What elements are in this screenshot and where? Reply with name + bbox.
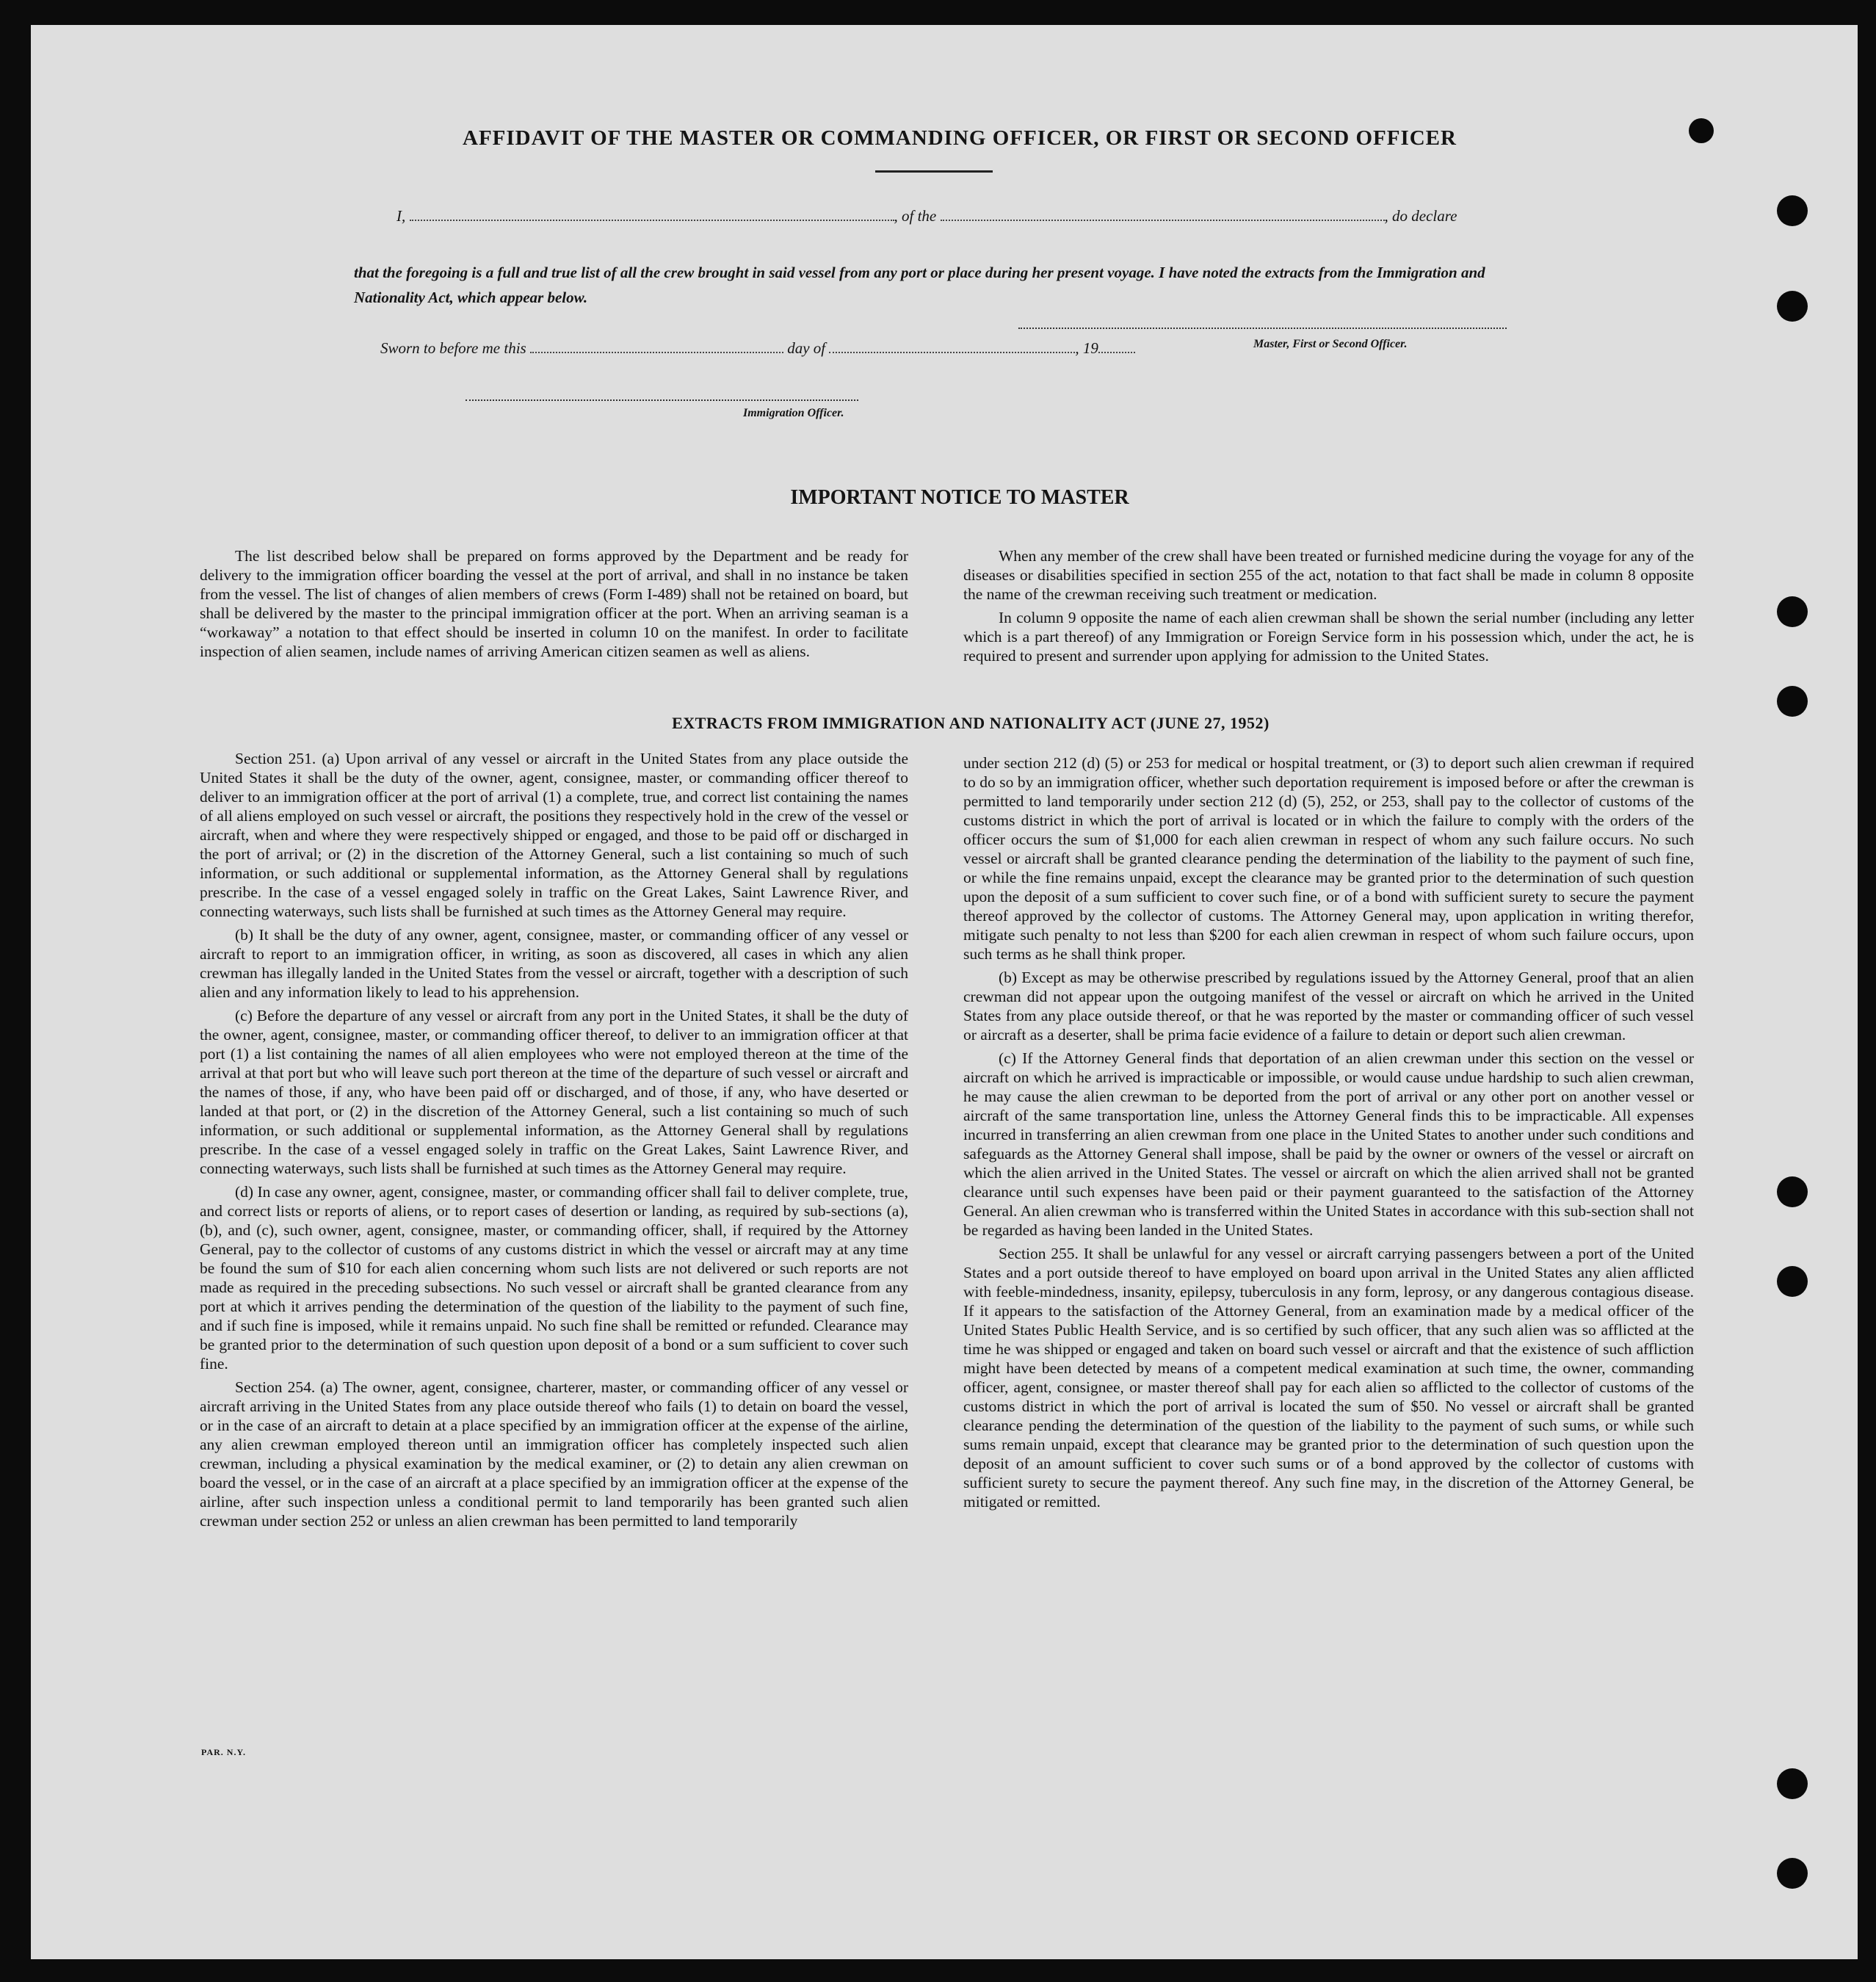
declarant-name-field[interactable] <box>410 209 894 221</box>
extracts-title: EXTRACTS FROM IMMIGRATION AND NATIONALITY ACT (JUNE 27, 1952) <box>672 714 1270 732</box>
section-251-d: (d) In case any owner, agent, consignee, master, or commanding officer shall fail to deliver complete, true, and correct lists or reports of aliens, or to report cases of desertion or landing, as required by sub-sections (a), (b), and (c), such owner, agent, consignee, master, or commanding officer, shall, if required by the Attorney General, pay to the collector of customs of any customs district in which the vessel or aircraft may at any time be found the sum of $10 for each alien concerning whom such lists are not delivered or such reports are not made as required in the preceding subsections. No such vessel or aircraft shall be granted clearance from any port at which it arrives pending the determination of the question of the liability to the payment of such fine, and if such fine is imposed, while it remains unpaid. No such fine shall be remitted or refunded. Clearance may be granted prior to the determination of such question upon deposit of a bond or a sum sufficient to cover such fine. <box>200 1183 908 1372</box>
notice-right-column <box>963 546 1694 670</box>
title-underline <box>875 170 993 173</box>
master-signature-field[interactable] <box>1018 328 1507 329</box>
binder-hole-top <box>1689 118 1714 143</box>
notice-left-column <box>200 546 908 665</box>
binder-hole <box>1777 686 1808 717</box>
printer-mark: PAR. N.Y. <box>201 1747 247 1757</box>
binder-hole <box>1777 596 1808 627</box>
binder-hole <box>1777 195 1808 226</box>
extracts-right-column <box>963 753 1694 1516</box>
binder-hole <box>1777 1768 1808 1799</box>
declarant-of-label: , of the <box>894 207 937 225</box>
section-254-a: Section 254. (a) The owner, agent, consignee, charterer, master, or commanding officer of any vessel or aircraft arriving in the United States from any place outside thereof who fails (1) to detain on board the vessel, or in the case of an aircraft to detain at a place specified by an immigration officer at the expense of the airline, any alien crewman employed thereon until an immigration officer has completely inspected such alien crewman, including a physical examination by the medical examiner, or (2) to detain any alien crewman on board the vessel, or in the case of an aircraft at a place specified by an immigration officer at the expense of the airline, after such inspection unless a conditional permit to land temporarily has been granted such alien crewman under section 252 or unless an alien crewman has been permitted to land temporarily <box>200 1378 908 1530</box>
sworn-prefix: Sworn to before me this <box>380 339 526 357</box>
extracts-left-column <box>200 749 908 1535</box>
sworn-year-label: , 19 <box>1075 339 1098 357</box>
sworn-line <box>380 339 1135 358</box>
section-255: Section 255. It shall be unlawful for any vessel or aircraft carrying passengers between a port of the United States and a port outside thereof to have employed on board upon arrival in the United States any alien afflicted with feeble-mindedness, insanity, epilepsy, tuberculosis in any form, leprosy, or any dangerous contagious disease. If it appears to the satisfaction of the Attorney General, from an examination made by a medical officer of the United States Public Health Service, and is so certified by such officer, that any such alien was so afflicted at the time he was shipped or engaged and taken on board such vessel or aircraft and that the existence of such affliction might have been detected by means of a competent medical examination at such time, the owner, commanding officer, agent, consignee, or master thereof shall pay for each alien so afflicted to the collector of customs of the customs district in which the port of arrival is located the sum of $50. No vessel or aircraft shall be granted clearance pending the determination of the question of the liability to the payment of such sums, or while such sums remain unpaid, except that clearance may be granted prior to the determination of such question upon the deposit of an amount sufficient to cover such sums or of a bond approved by the collector of customs with sufficient surety to secure the payment thereof. Any such fine may, in the discretion of the Attorney General, be mitigated or remitted. <box>963 1245 1694 1511</box>
declarant-prefix: I, <box>396 207 406 225</box>
declare-label: , do declare <box>1384 207 1457 225</box>
notice-right-text-2: In column 9 opposite the name of each alien crewman shall be shown the serial number (including any letter which is a part thereof) of any Immigration or Foreign Service form in his possession which, under the act, he is required to present and surrender upon applying for admission to the United States. <box>963 609 1694 665</box>
notice-right-text-1: When any member of the crew shall have been treated or furnished medicine during the voyage for any of the diseases or disabilities specified in section 255 of the act, notation to that fact shall be made in column 8 opposite the name of the crewman receiving such treatment or medication. <box>963 547 1694 603</box>
sworn-year-field[interactable] <box>1098 341 1135 353</box>
declarant-line <box>396 207 1457 225</box>
section-251-c: (c) Before the departure of any vessel or aircraft from any port in the United States, it shall be the duty of the owner, agent, consignee, master, or commanding officer thereof, to deliver to an immigration officer at that port (1) a list containing the names of all alien employees who were not employed thereon at the time of the arrival at that port but who will leave such port thereon at the time of the departure of such vessel or aircraft and the names of those, if any, who have been paid off or discharged, and of those, if any, who have deserted or landed at that port, or (2) in the discretion of the Attorney General, such a list containing so much of such information, or such additional or supplemental information, as the Attorney General shall by regulations prescribe. In the case of a vessel engaged solely in traffic on the Great Lakes, Saint Lawrence River, and connecting waterways, such lists shall be furnished at such times as the Attorney General may require. <box>200 1007 908 1177</box>
notice-left-text: The list described below shall be prepared on forms approved by the Department and be ready for delivery to the immigration officer boarding the vessel at the port of arrival, and shall in no instance be taken from the vessel. The list of changes of alien members of crews (Form I-489) shall not be retained on board, but shall be delivered by the master to the principal immigration officer at the port. When an arriving seaman is a “workaway” a notation to that effect should be inserted in column 10 on the manifest. In order to facilitate inspection of alien seamen, include names of arriving American citizen seamen as well as aliens. <box>200 547 908 660</box>
binder-hole <box>1777 1858 1808 1889</box>
section-254-c: (c) If the Attorney General finds that deportation of an alien crewman under this section on the vessel or aircraft on which he arrived is impracticable or impossible, or would cause undue hardship to such alien crewman, he may cause the alien crewman to be deported from the port of arrival or any other port on another vessel or aircraft of the same transportation line, unless the Attorney General finds this to be impracticable. All expenses incurred in transferring an alien crewman from one place in the United States to another under such conditions and safeguards as the Attorney General shall impose, shall be paid by the owner or owners of the vessel or aircraft on which the alien arrived in the United States. The vessel or aircraft on which the alien arrived shall not be granted clearance until such expenses have been paid or their payment guaranteed to the satisfaction of the Attorney General. An alien crewman who is transferred within the United States in accordance with this sub-section shall not be regarded as having been landed in the United States. <box>963 1049 1694 1239</box>
section-251-a: Section 251. (a) Upon arrival of any vessel or aircraft in the United States from any place outside the United States it shall be the duty of the owner, agent, consignee, master, or commanding officer thereof to deliver to an immigration officer at the port of arrival (1) a complete, true, and correct list containing the names of all aliens employed on such vessel or aircraft, the positions they respectively hold in the crew of the vessel or aircraft, when and where they were respectively shipped or engaged, and those to be paid off or discharged in the port of arrival; or (2) in the discretion of the Attorney General, such a list containing so much of such information, or such additional or supplemental information, as the Attorney General shall by regulations prescribe. In the case of a vessel engaged solely in traffic on the Great Lakes, Saint Lawrence River, and connecting waterways, such lists shall be furnished at such times as the Attorney General may require. <box>200 750 908 920</box>
master-signature-caption: Master, First or Second Officer. <box>1253 338 1408 350</box>
sworn-day-field[interactable] <box>530 341 783 353</box>
form-page <box>31 25 1858 1959</box>
vessel-name-field[interactable] <box>941 209 1385 221</box>
declaration-text: that the foregoing is a full and true list of all the crew brought in said vessel from any port or place during her present voyage. I have noted the extracts from the Immigration and Nationality Act, which appear below. <box>354 264 1485 306</box>
binder-hole <box>1777 291 1808 322</box>
officer-signature-caption: Immigration Officer. <box>743 407 844 419</box>
section-251-b: (b) It shall be the duty of any owner, agent, consignee, master, or commanding officer of any vessel or aircraft to report to an immigration officer, in writing, as soon as discovered, all cases in which any alien crewman has illegally landed in the United States from the vessel or aircraft, together with a description of such alien and any information likely to lead to his apprehension. <box>200 926 908 1001</box>
section-254-a-continued: under section 212 (d) (5) or 253 for medical or hospital treatment, or (3) to deport such alien crewman if required to do so by an immigration officer, whether such deportation requirement is imposed before or after the crewman is permitted to land temporarily under section 212 (d) (5), 252, or 253, shall pay to the collector of customs of the customs district in which the port of arrival is located or in which the failure to comply with the orders of the officer occurs the sum of $1,000 for each alien crewman in respect of whom any such failure occurs. No such vessel or aircraft shall be granted clearance pending the determination of the liability to the payment of such fine, or while the fine remains unpaid, except the clearance may be granted prior to the determination of such question upon the deposit of a sum sufficient to cover such fine, or of a bond with sufficient surety to secure the payment thereof approved by the collector of customs. The Attorney General may, upon application in writing therefor, mitigate such penalty to not less than $200 for each alien crewman in respect of whom such failure occurs, upon such terms as he shall think proper. <box>963 754 1694 963</box>
sworn-day-label: day of <box>787 339 826 357</box>
section-254-b: (b) Except as may be otherwise prescribed by regulations issued by the Attorney General, proof that an alien crewman did not appear upon the outgoing manifest of the vessel or aircraft on which he arrived in the United States from any place outside thereof, or that he was reported by the master or commanding officer of such vessel or aircraft as a deserter, shall be prima facie evidence of a failure to detain or deport such alien crewman. <box>963 969 1694 1044</box>
notice-title: IMPORTANT NOTICE TO MASTER <box>790 486 1129 509</box>
officer-signature-field[interactable] <box>466 399 858 401</box>
binder-hole <box>1777 1176 1808 1207</box>
sworn-month-field[interactable] <box>829 341 1075 353</box>
affidavit-title: AFFIDAVIT OF THE MASTER OR COMMANDING OFFICER, OR FIRST OR SECOND OFFICER <box>463 126 1457 150</box>
binder-hole <box>1777 1266 1808 1297</box>
